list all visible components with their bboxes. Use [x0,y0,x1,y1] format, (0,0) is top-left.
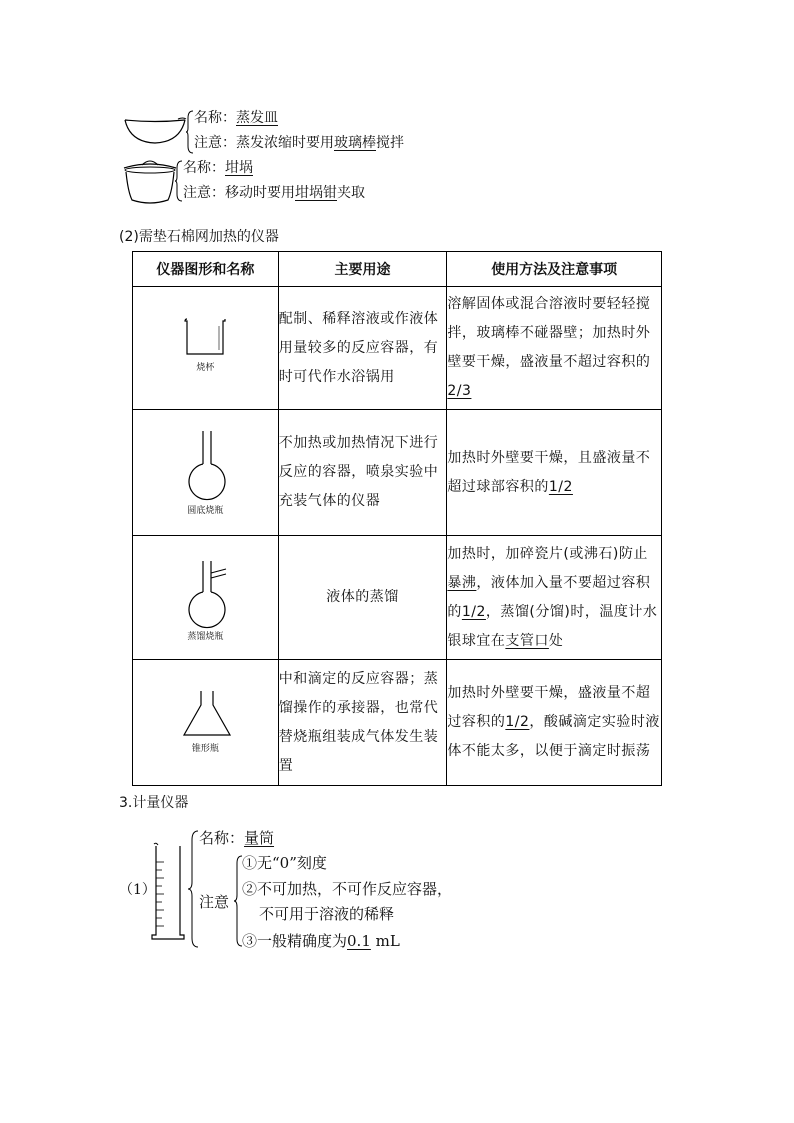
instrument-picture-cell [133,536,279,660]
table-row [133,660,662,786]
crucible-name: 名称：坩埚 [183,160,253,176]
cylinder-name: 名称：量筒 [199,829,275,847]
cylinder-note-2b: 不可用于溶液的稀释 [259,905,395,923]
note-cell: 加热时外壁要干燥，盛液量不超过容积的1/2，酸碱滴定实验时液体不能太多，以便于滴定时振荡 [447,660,662,786]
item-index: （1） [119,882,156,898]
evaporating-dish-icon [122,110,188,146]
conical-flask-icon [181,689,233,739]
instrument-table [132,251,662,786]
cylinder-note-2: ②不可加热，不可作反应容器， [242,880,453,898]
instrument-caption: 烧杯 [196,362,215,373]
instrument-caption: 蒸馏烧瓶 [187,631,224,642]
instrument-picture-cell [133,287,279,410]
note-cell: 加热时，加碎瓷片(或沸石)防止暴沸，液体加入量不要超过容积的1/2，蒸馏(分馏)时，温度计水银球宜在支管口处 [447,536,662,660]
evap-note: 注意：蒸发浓缩时要用玻璃棒搅拌 [194,135,404,151]
brace-icon [175,160,183,202]
graduated-cylinder-icon [152,842,186,942]
instrument-picture-cell [133,660,279,786]
section-title: (2)需垫石棉网加热的仪器 [119,229,279,245]
table-header: 仪器图形和名称 [133,252,279,287]
brace-icon [186,110,194,154]
cylinder-note-label: 注意 [199,893,230,911]
table-header: 使用方法及注意事项 [447,252,662,287]
use-cell: 中和滴定的反应容器；蒸馏操作的承接器，也常代替烧瓶组装成气体发生装置 [278,660,447,786]
cylinder-note-3: ③一般精确度为0.1 mL [242,932,400,950]
use-cell: 液体的蒸馏 [278,536,447,660]
instrument-caption: 锥形瓶 [191,743,219,754]
note-cell: 溶解固体或混合溶液时要轻轻搅拌，玻璃棒不碰器壁；加热时外壁要干燥，盛液量不超过容积的2/3 [447,287,662,410]
evap-name: 名称：蒸发皿 [194,110,278,126]
table-row [133,536,662,660]
distilling-flask-icon [186,559,232,629]
crucible-note: 注意：移动时要用坩埚钳夹取 [183,185,365,201]
beaker-icon [183,318,229,358]
table-header: 主要用途 [278,252,447,287]
table-header-row [133,252,662,287]
round-bottom-flask-icon [186,429,228,501]
instrument-picture-cell [133,410,279,536]
use-cell: 配制、稀释溶液或作液体用量较多的反应容器，有时可代作水浴锅用 [278,287,447,410]
note-cell: 加热时外壁要干燥，且盛液量不超过球部容积的1/2 [447,410,662,536]
cylinder-note-1: ①无“0”刻度 [242,854,327,872]
table-row [133,410,662,536]
use-cell: 不加热或加热情况下进行反应的容器，喷泉实验中充装气体的仪器 [278,410,447,536]
table-row [133,287,662,410]
instrument-caption: 圆底烧瓶 [187,505,224,516]
crucible-icon [122,158,178,208]
section-title: 3.计量仪器 [119,795,189,811]
